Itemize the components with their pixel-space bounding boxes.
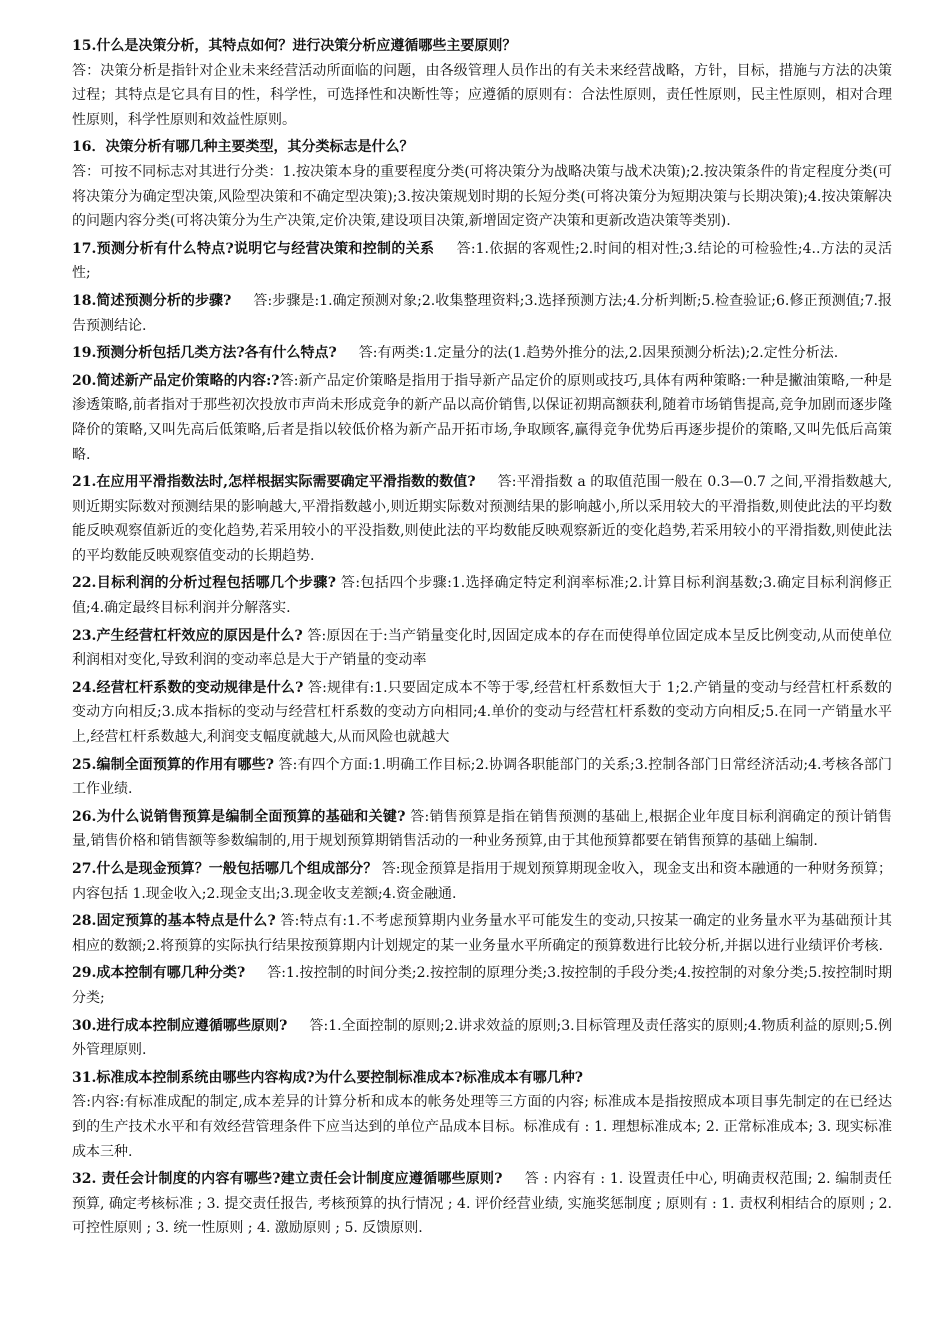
question-text: 26.为什么说销售预算是编制全面预算的基础和关键? (72, 808, 406, 825)
question-text: 16．决策分析有哪几种主要类型，其分类标志是什么？ (72, 139, 414, 156)
question-text: 27.什么是现金预算？一般包括哪几个组成部分？ (72, 861, 378, 877)
answer-text: 答:特点有:1.不考虑预算期内业务量水平可能发生的变动,只按某一确定的业务量水平为基础预计其相应的数额;2.将预算的实际执行结果按预算期内计划规定的某一业务量水平所确定的预算数进行比较分析,并据以进行业绩评价考核. (72, 913, 893, 954)
answer-text: 答:有两类:1.定量分的法(1.趋势外推分的法,2.因果预测分析法);2.定性分析法. (358, 345, 839, 362)
answer-text: 答:规律有:1.只要固定成本不等于零,经营杠杆系数恒大于 1;2.产销量的变动与经营杠杆系数的变动方向相反;3.成本指标的变动与经营杠杆系数的变动方向相同;4.单价的变动与经营杠杆系数的变动方向相反;5.在同一产销量水平上,经营杠杆系数越大,利润变支幅度就越大,从而风险也就越大 (72, 679, 893, 746)
answer-text: 答:1.依据的客观性;2.时间的相对性;3.结论的可检验性;4..方法的灵活性; (72, 240, 893, 282)
question-text: 15.什么是决策分析，其特点如何？进行决策分析应遵循哪些主要原则？ (72, 38, 517, 54)
question-text: 30.进行成本控制应遵循哪些原则? (72, 1017, 288, 1034)
question-text: 29.成本控制有哪几种分类? (72, 965, 246, 982)
answer-text: 答:新产品定价策略是指用于指导新产品定价的原则或技巧,具体有两种策略:一种是撇油策略,一种是渗透策略,前者指对于那些初次投放市声尚未形成竞争的新产品以高价销售,以保证初期高额获利,随着市场销售提高,竞争加剧而逐步隆降价的策略,又叫先高后低策略,后者是指以较低价格为新产品开拓市场,争取顾客,赢得竞争优势后再逐步提价的策略,又叫先低后高策略. (72, 372, 892, 463)
answer-text: 答 : 内容有 : 1. 设置责任中心, 明确责权范围; 2. 编制责任预算, 确定考核标准 ; 3. 提交责任报告, 考核预算的执行情况 ; 4. 评价经营业绩, 实施奖惩制度 ; 原则有 : 1. 责权利相结合的原则 ; 2. 可控性原则 ; 3. 统一性原则 ; 4. 激励原则 ; 5. 反馈原则. (72, 1171, 893, 1237)
answer-text: 答:现金预算是指用于规划预算期现金收入，现金支出和资本融通的一种财务预算；内容包括 1.现金收入;2.现金支出;3.现金收支差额;4.资金融通. (72, 861, 892, 902)
qa-item (72, 753, 892, 802)
question-text: 28.固定预算的基本特点是什么? (72, 913, 276, 930)
question-text: 18.简述预测分析的步骤? (72, 292, 232, 309)
question-text: 17.预测分析有什么特点?说明它与经营决策和控制的关系 (72, 240, 435, 257)
question-text: 21.在应用平滑指数法时,怎样根据实际需要确定平滑指数的数值? (72, 474, 476, 491)
qa-item (72, 909, 892, 958)
qa-item (72, 237, 892, 286)
qa-item (72, 571, 892, 620)
question-text: 23.产生经营杠杆效应的原因是什么? (72, 627, 303, 644)
qa-item (72, 135, 892, 233)
qa-item (72, 289, 892, 338)
answer-text: 答:步骤是:1.确定预测对象;2.收集整理资料;3.选择预测方法;4.分析判断;5.检查验证;6.修正预测值;7.报告预测结论. (72, 292, 893, 334)
answer-text: 答:有四个方面:1.明确工作目标;2.协调各职能部门的关系;3.控制各部门日常经济活动;4.考核各部门工作业绩. (72, 756, 893, 798)
answer-text: 答：决策分析是指针对企业未来经营活动所面临的问题，由各级管理人员作出的有关未来经营战略，方针，目标，措施与方法的决策过程；其特点是它具有目的性，科学性，可选择性和决断性等；应遵循的原则有：合法性原则，责任性原则，民主性原则，相对合理性原则，科学性原则和效益性原则。 (72, 62, 892, 128)
qa-item (72, 805, 892, 854)
qa-item (72, 1014, 892, 1063)
answer-text: 答:包括四个步骤:1.选择确定特定利润率标准;2.计算目标利润基数;3.确定目标利润修正值;4.确定最终目标利润并分解落实. (72, 575, 893, 617)
qa-item (72, 1167, 892, 1241)
question-text: 25.编制全面预算的作用有哪些? (72, 756, 274, 773)
qa-item (72, 676, 892, 750)
qa-item (72, 1066, 892, 1164)
answer-text: 答：可按不同标志对其进行分类：1.按决策本身的重要程度分类(可将决策分为战略决策与战术决策);2.按决策条件的肯定程度分类(可将决策分为确定型决策,风险型决策和不确定型决策);3.按决策规划时期的长短分类(可将决策分为短期决策与长期决策);4.按决策解决的问题内容分类(可将决策分为生产决策,定价决策,建设项目决策,新增固定资产决策和更新改造决策等类别). (72, 163, 892, 230)
question-text: 24.经营杠杆系数的变动规律是什么? (72, 679, 304, 696)
document-page (72, 34, 892, 1244)
qa-item (72, 341, 892, 366)
qa-item (72, 34, 892, 132)
question-text: 32. 责任会计制度的内容有哪些?建立责任会计制度应遵循哪些原则? (72, 1171, 503, 1188)
question-text: 31.标准成本控制系统由哪些内容构成?为什么要控制标准成本?标准成本有哪几种? (72, 1069, 583, 1086)
qa-item (72, 624, 892, 673)
answer-text: 答:销售预算是指在销售预测的基础上,根据企业年度目标利润确定的预计销售量,销售价格和销售额等参数编制的,用于规划预算期销售活动的一种业务预算,由于其他预算都要在销售预算的基础上编制. (72, 808, 892, 850)
answer-text: 答:1.全面控制的原则;2.讲求效益的原则;3.目标管理及责任落实的原则;4.物质利益的原则;5.例外管理原则. (72, 1017, 892, 1059)
qa-item (72, 470, 892, 568)
question-text: 19.预测分析包括几类方法?各有什么特点? (72, 345, 337, 362)
answer-text: 答:内容:有标准成配的制定,成本差异的计算分析和成本的帐务处理等三方面的内容; 标准成本是指按照成本项目事先制定的在已经达到的生产技术水平和有效经营管理条件下应当达到的单位产品成本目标。标准成有 : 1. 理想标准成本; 2. 正常标准成本; 3. 现实标准成本三种. (72, 1094, 892, 1160)
answer-text: 答:平滑指数 a 的取值范围一般在 0.3—0.7 之间,平滑指数越大,则近期实际数对预测结果的影响越大,平滑指数越小,则近期实际数对预测结果的影响越小,所以采用较大的平滑指数,则使此法的平均数能反映观察值新近的变化趋势,若采用较小的平没指数,则使此法的平均数能反映观察新近的变化趋势,若采用较小的平滑指数,则使此法的平均数能反映观察值变动的长期趋势. (72, 474, 893, 564)
qa-item (72, 369, 892, 467)
answer-text: 答:1.按控制的时间分类;2.按控制的原理分类;3.按控制的手段分类;4.按控制的对象分类;5.按控制时期分类; (72, 965, 892, 1006)
question-text: 20.简述新产品定价策略的内容:? (72, 372, 280, 389)
qa-item (72, 857, 892, 906)
qa-item (72, 961, 892, 1010)
question-text: 22.目标利润的分析过程包括哪几个步骤? (72, 575, 336, 592)
answer-text: 答:原因在于:当产销量变化时,因固定成本的存在而使得单位固定成本呈反比例变动,从而使单位利润相对变化,导致利润的变动率总是大于产销量的变动率 (72, 627, 893, 669)
